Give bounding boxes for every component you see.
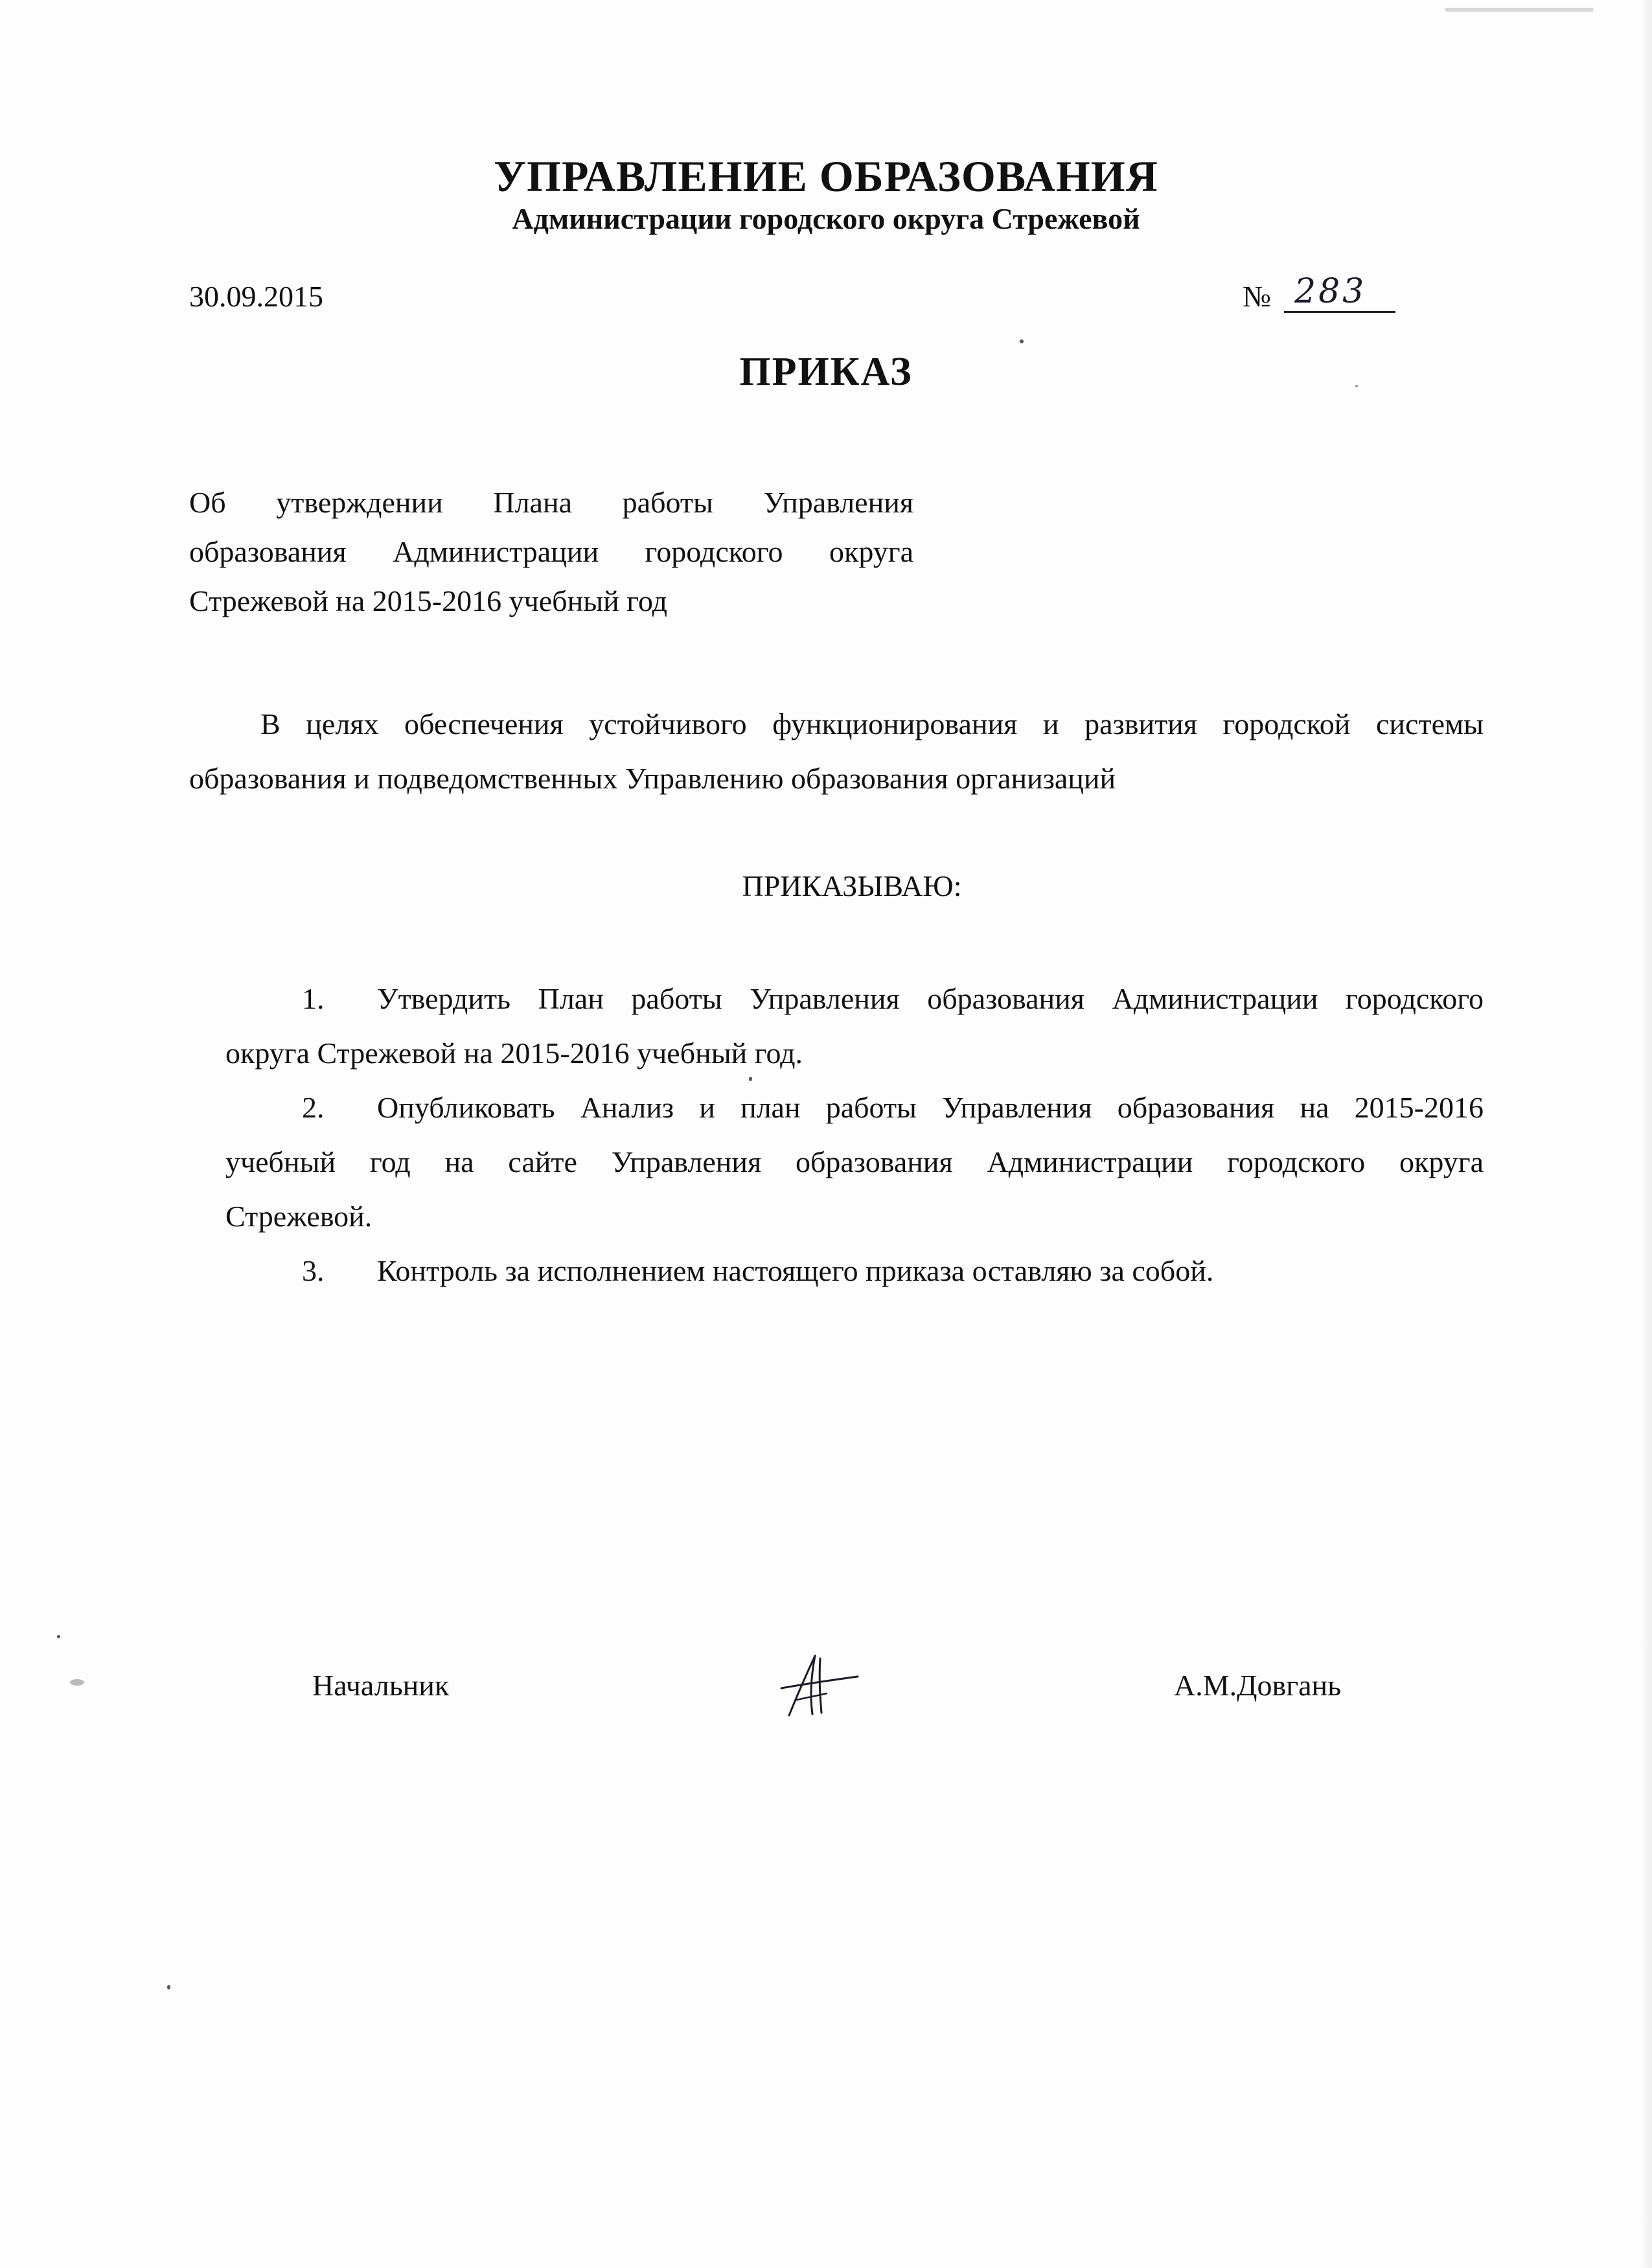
item-line: учебный год на сайте Управления образования Администрации городского округа xyxy=(225,1145,1484,1178)
signature-block xyxy=(0,1651,1652,1728)
order-number xyxy=(1243,273,1398,316)
item-number: 2. xyxy=(302,1091,325,1124)
scan-speck xyxy=(70,1679,84,1686)
document-title: ПРИКАЗ xyxy=(739,350,913,394)
scan-top-artifact xyxy=(1445,8,1594,12)
preamble-paragraph xyxy=(189,697,1484,806)
item-line: округа Стрежевой на 2015-2016 учебный год. xyxy=(225,1037,803,1070)
handwritten-number: 283 xyxy=(1294,272,1367,311)
order-item-1 xyxy=(225,972,1484,1081)
handwritten-signature xyxy=(777,1651,868,1722)
subject-line: Стрежевой на 2015-2016 учебный год xyxy=(189,584,668,617)
signatory-name: А.М.Довгань xyxy=(1174,1669,1342,1702)
signatory-position: Начальник xyxy=(312,1669,450,1702)
scan-speck xyxy=(1020,339,1024,343)
item-text: Утвердить План работы Управления образования Администрации городского xyxy=(377,982,1484,1015)
item-line: Стрежевой. xyxy=(225,1200,373,1233)
scan-speck xyxy=(1355,385,1358,387)
number-sign: № xyxy=(1243,280,1271,313)
item-line xyxy=(225,972,1484,1026)
scan-edge-shadow xyxy=(1640,0,1652,2268)
number-underline xyxy=(1284,311,1395,313)
organization-title: УПРАВЛЕНИЕ ОБРАЗОВАНИЯ xyxy=(494,152,1158,201)
scan-speck xyxy=(749,1077,752,1081)
subject-line: образования Администрации городского округа xyxy=(189,535,913,568)
subject-line: Об утверждении Плана работы Управления xyxy=(189,486,913,519)
item-text: Контроль за исполнением настоящего приказа оставляю за собой. xyxy=(377,1254,1214,1287)
organization-subtitle: Администрации городского округа Стрежевой xyxy=(512,202,1140,235)
preamble-line: образования и подведомственных Управлению образования организаций xyxy=(189,762,1116,795)
order-subject xyxy=(189,478,913,626)
item-line xyxy=(225,1081,1484,1135)
order-directive: ПРИКАЗЫВАЮ: xyxy=(742,869,962,902)
order-item-2 xyxy=(225,1081,1484,1244)
item-number: 1. xyxy=(302,982,325,1015)
scan-speck xyxy=(167,1985,170,1989)
item-text: Опубликовать Анализ и план работы Управления образования на 2015-2016 xyxy=(377,1091,1484,1124)
scan-speck xyxy=(57,1635,60,1638)
item-number: 3. xyxy=(302,1254,325,1287)
order-items xyxy=(225,972,1484,1298)
preamble-line: В целях обеспечения устойчивого функционирования и развития городской системы xyxy=(260,707,1484,740)
order-date: 30.09.2015 xyxy=(189,280,323,313)
order-item-3 xyxy=(225,1244,1484,1298)
item-line xyxy=(225,1244,1484,1298)
